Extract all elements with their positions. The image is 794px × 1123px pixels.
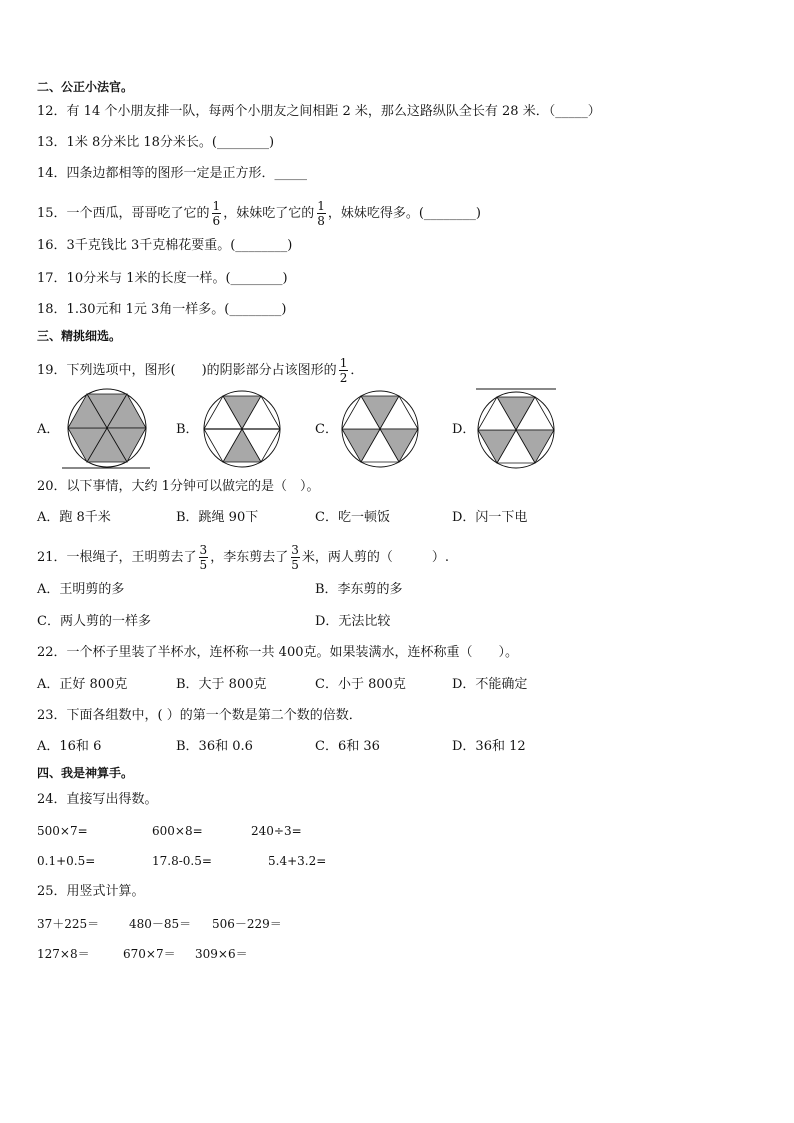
calc-item: 37＋225＝ [37, 917, 100, 931]
fraction-denominator: 5 [199, 558, 208, 572]
calc-item: 600×8= [152, 824, 203, 838]
q20-option-a: A．跑 8千米 [37, 510, 111, 525]
calc-item: 500×7= [37, 824, 88, 838]
q23-option-b: B．36和 0.6 [176, 739, 253, 754]
question-22: 22．一个杯子里装了半杯水，连杯称一共 400克。如果装满水，连杯称重（ ）。 [37, 645, 518, 660]
question-16: 16．3千克钱比 3千克棉花要重。(________) [37, 238, 293, 253]
calc-item: 670×7＝ [123, 947, 176, 961]
hexagon-figure-c [338, 389, 422, 471]
calc-item: 127×8＝ [37, 947, 90, 961]
hexagon-figure-d [474, 386, 558, 470]
option-c-label: C． [315, 422, 338, 437]
q20-option-b: B．跳绳 90下 [176, 510, 259, 525]
fraction-denominator: 2 [339, 371, 348, 385]
question-20: 20．以下事情，大约 1分钟可以做完的是（ ）。 [37, 479, 320, 494]
fraction-three-fifths [199, 544, 209, 571]
q23-option-c: C．6和 36 [315, 739, 380, 754]
question-15-text-a: 15．一个西瓜，哥哥吃了它的 [37, 206, 210, 221]
hexagon-figure-a [62, 388, 152, 470]
q20-option-d: D．闪一下电 [452, 510, 528, 525]
question-21-text-a: 21．一根绳子，王明剪去了 [37, 550, 197, 565]
q23-option-d: D．36和 12 [452, 739, 526, 754]
calc-item: 5.4+3.2= [268, 854, 327, 868]
question-21-text-c: 米，两人剪的（ ）. [301, 550, 449, 565]
section-2-title: 二、公正小法官。 [37, 80, 134, 94]
question-19-text-b: ． [350, 363, 364, 378]
option-d-label: D． [452, 422, 476, 437]
question-23: 23．下面各组数中，( ）的第一个数是第二个数的倍数． [37, 708, 362, 723]
fraction-one-eighth [316, 200, 326, 227]
question-21 [37, 544, 449, 571]
question-25: 25．用竖式计算。 [37, 884, 145, 899]
question-12: 12．有 14 个小朋友排一队，每两个小朋友之间相距 2 米，那么这路纵队全长有 28 米．（_____） [37, 104, 601, 119]
fraction-denominator: 6 [212, 214, 221, 228]
option-a-label: A． [37, 422, 60, 437]
fraction-one-half [339, 357, 349, 384]
question-15 [37, 200, 481, 227]
hexagon-figure-b [200, 389, 284, 471]
question-19-text-a: 19．下列选项中，图形( )的阴影部分占该图形的 [37, 363, 337, 378]
question-19 [37, 357, 363, 384]
q21-option-c: C．两人剪的一样多 [37, 614, 151, 629]
question-18: 18．1.30元和 1元 3角一样多。(________) [37, 302, 287, 317]
calc-item: 240÷3= [251, 824, 302, 838]
q20-option-c: C．吃一顿饭 [315, 510, 390, 525]
fraction-denominator: 5 [291, 558, 299, 572]
question-14: 14．四条边都相等的图形一定是正方形．_____ [37, 166, 308, 181]
fraction-denominator: 8 [317, 214, 325, 228]
q23-option-a: A．16和 6 [37, 739, 102, 754]
question-15-text-c: ，妹妹吃得多。(________) [327, 206, 481, 221]
fraction-numerator: 1 [339, 356, 348, 370]
question-15-text-b: ，妹妹吃了它的 [223, 206, 315, 221]
calc-item: 0.1+0.5= [37, 854, 96, 868]
fraction-numerator: 3 [199, 543, 208, 557]
fraction-numerator: 1 [212, 199, 221, 213]
fraction-one-sixth [212, 200, 222, 227]
question-24: 24．直接写出得数。 [37, 792, 158, 807]
question-21-text-b: ，李东剪去了 [210, 550, 289, 565]
q21-option-b: B．李东剪的多 [315, 582, 403, 597]
q21-option-d: D．无法比较 [315, 614, 391, 629]
section-4-title: 四、我是神算手。 [37, 766, 134, 780]
fraction-numerator: 3 [291, 543, 299, 557]
q22-option-a: A．正好 800克 [37, 677, 128, 692]
section-3-title: 三、精挑细选。 [37, 329, 122, 343]
q22-option-c: C．小于 800克 [315, 677, 406, 692]
option-b-label: B． [176, 422, 199, 437]
fraction-three-fifths [290, 544, 300, 571]
calc-item: 506－229＝ [212, 917, 282, 931]
fraction-numerator: 1 [317, 199, 325, 213]
q22-option-d: D．不能确定 [452, 677, 528, 692]
calc-item: 480－85＝ [129, 917, 192, 931]
calc-item: 17.8-0.5= [152, 854, 212, 868]
q21-option-a: A．王明剪的多 [37, 582, 125, 597]
calc-item: 309×6＝ [195, 947, 248, 961]
question-13: 13．1米 8分米比 18分米长。(________) [37, 135, 275, 150]
question-17: 17．10分米与 1米的长度一样。(________) [37, 271, 288, 286]
q22-option-b: B．大于 800克 [176, 677, 267, 692]
